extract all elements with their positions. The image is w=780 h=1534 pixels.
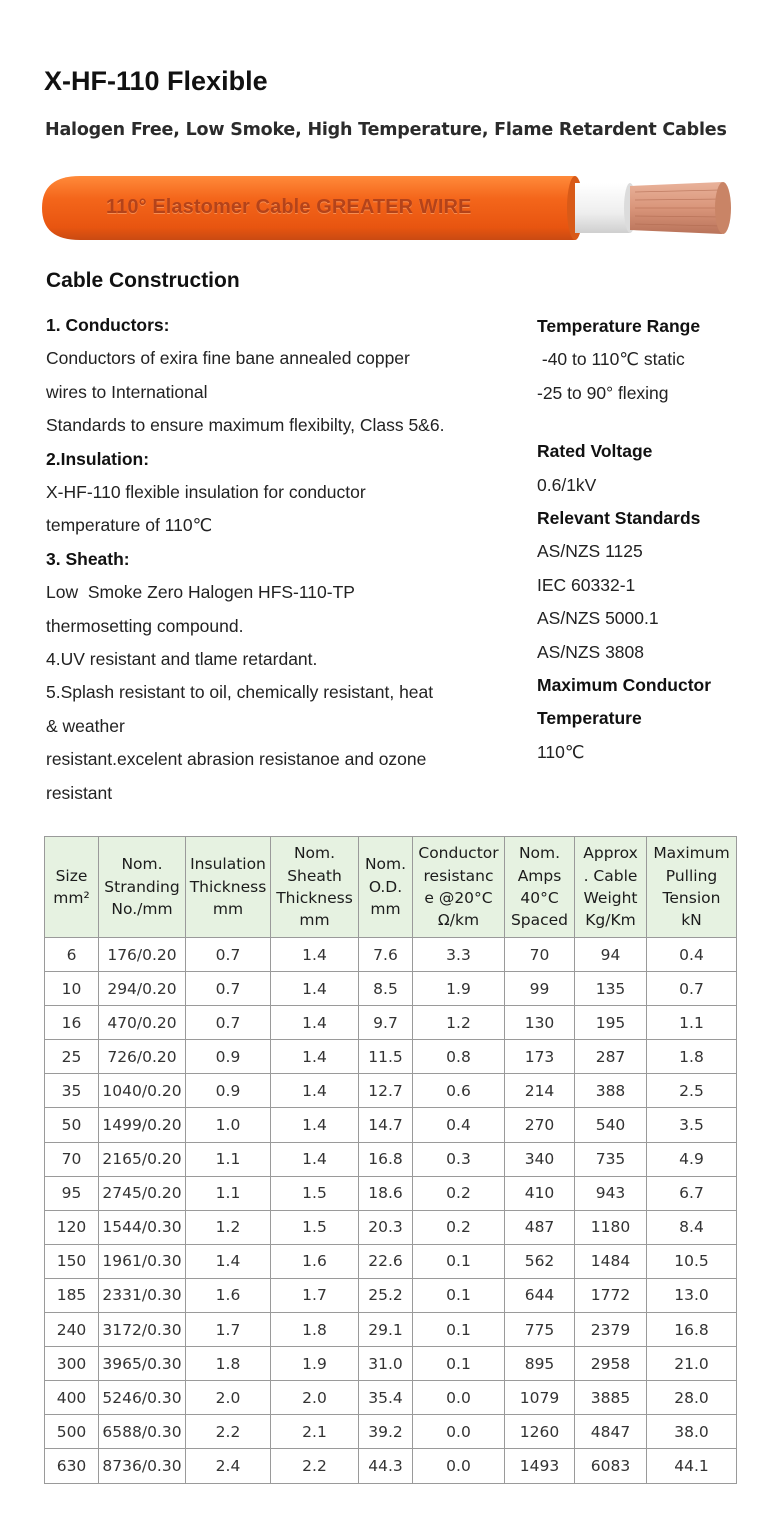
temperature-range-label: Temperature Range (537, 316, 701, 336)
table-cell: 0.0 (413, 1381, 505, 1415)
table-cell: 0.9 (186, 1040, 271, 1074)
table-cell: 16.8 (359, 1142, 413, 1176)
table-cell: 4847 (575, 1415, 647, 1449)
table-cell: 1.1 (647, 1006, 737, 1040)
table-cell: 1.4 (271, 972, 359, 1006)
column-header-line: Thickness (276, 889, 353, 907)
table-cell: 7.6 (359, 938, 413, 972)
standard-item: AS/NZS 5000.1 (537, 608, 659, 629)
table-cell: 0.4 (647, 938, 737, 972)
column-header (45, 837, 99, 938)
table-row (45, 1040, 737, 1074)
table-cell: 8736/0.30 (99, 1449, 186, 1483)
table-cell: 94 (575, 938, 647, 972)
table-cell: 1.2 (413, 1006, 505, 1040)
table-cell: 35.4 (359, 1381, 413, 1415)
temperature-static-value: -40 to 110℃ static (537, 349, 685, 370)
table-cell: 25.2 (359, 1278, 413, 1312)
table-cell: 287 (575, 1040, 647, 1074)
table-row (45, 1074, 737, 1108)
column-header (359, 837, 413, 938)
table-cell: 0.3 (413, 1142, 505, 1176)
column-header (271, 837, 359, 938)
column-header-line: mm (212, 900, 244, 919)
table-cell: 2.0 (186, 1381, 271, 1415)
table-cell: 1961/0.30 (99, 1244, 186, 1278)
table-cell: 775 (505, 1313, 575, 1347)
text-line: temperature of 110℃ (46, 515, 213, 536)
copper-end-face (715, 182, 731, 234)
text-line: wires to International (46, 381, 208, 402)
table-cell: 1.4 (186, 1244, 271, 1278)
column-header (99, 837, 186, 938)
table-cell: 2.5 (647, 1074, 737, 1108)
table-row (45, 1449, 737, 1483)
table-cell: 1.0 (186, 1108, 271, 1142)
table-cell: 12.7 (359, 1074, 413, 1108)
column-header-line: Conductor (418, 844, 499, 863)
table-cell: 135 (575, 972, 647, 1006)
table-cell: 2331/0.30 (99, 1278, 186, 1312)
column-header-line: No./mm (111, 900, 173, 919)
table-cell: 3172/0.30 (99, 1313, 186, 1347)
table-row (45, 1244, 737, 1278)
temperature-flexing-value: -25 to 90° flexing (537, 382, 669, 403)
table-cell: 6.7 (647, 1176, 737, 1210)
column-header-line: Nom. (518, 844, 561, 863)
table-cell: 644 (505, 1278, 575, 1312)
text-line: Low Smoke Zero Halogen HFS-110-TP (46, 582, 355, 603)
table-cell: 10.5 (647, 1244, 737, 1278)
table-cell: 6588/0.30 (99, 1415, 186, 1449)
standard-item: IEC 60332-1 (537, 574, 636, 595)
table-cell: 1499/0.20 (99, 1108, 186, 1142)
table-cell: 1040/0.20 (99, 1074, 186, 1108)
column-header-line: mm (370, 900, 401, 919)
column-header-line: Nom. (293, 844, 336, 863)
table-cell: 2.0 (271, 1381, 359, 1415)
column-header-line: Nom. (121, 855, 163, 874)
table-row (45, 1176, 737, 1210)
text-line: resistant (46, 782, 113, 803)
relevant-standards-label: Relevant Standards (537, 508, 701, 529)
product-subtitle: Halogen Free, Low Smoke, High Temperature, Flame Retardent Cables (45, 120, 727, 140)
table-cell: 1.4 (271, 1142, 359, 1176)
table-cell: 29.1 (359, 1313, 413, 1347)
column-header-line: Tension (662, 889, 721, 907)
table-cell: 22.6 (359, 1244, 413, 1278)
table-cell: 0.2 (413, 1210, 505, 1244)
rated-voltage-label: Rated Voltage (537, 441, 653, 462)
table-cell: 214 (505, 1074, 575, 1108)
table-cell: 39.2 (359, 1415, 413, 1449)
column-header-line: Nom. (364, 855, 407, 874)
table-row (45, 1381, 737, 1415)
table-cell: 1.5 (271, 1210, 359, 1244)
table-cell: 1.4 (271, 1040, 359, 1074)
table-row (45, 1108, 737, 1142)
table-cell: 44.1 (647, 1449, 737, 1483)
table-cell: 1.7 (271, 1278, 359, 1312)
column-header (413, 837, 505, 938)
table-cell: 1.1 (186, 1142, 271, 1176)
heading-conductors: 1. Conductors: (46, 315, 170, 335)
text-line: 5.Splash resistant to oil, chemically resistant, heat (46, 682, 434, 703)
table-cell: 1772 (575, 1278, 647, 1312)
table-cell: 1.1 (186, 1176, 271, 1210)
table-cell: 70 (45, 1142, 99, 1176)
table-cell: 130 (505, 1006, 575, 1040)
table-cell: 410 (505, 1176, 575, 1210)
table-row (45, 1278, 737, 1312)
table-cell: 150 (45, 1244, 99, 1278)
table-cell: 8.5 (359, 972, 413, 1006)
column-header-line: Spaced (510, 911, 569, 930)
table-cell: 2.2 (271, 1449, 359, 1483)
table-cell: 6083 (575, 1449, 647, 1483)
column-header-line: kN (681, 911, 702, 930)
table-row (45, 1142, 737, 1176)
table-cell: 0.6 (413, 1074, 505, 1108)
column-header (186, 837, 271, 938)
table-cell: 25 (45, 1040, 99, 1074)
table-cell: 2.4 (186, 1449, 271, 1483)
column-header-line: Insulation (190, 855, 266, 874)
table-cell: 0.7 (186, 1006, 271, 1040)
table-cell: 726/0.20 (99, 1040, 186, 1074)
table-cell: 70 (505, 938, 575, 972)
column-header-line: 40°C (520, 889, 559, 907)
max-conductor-temp-label-cont: Temperature (537, 708, 642, 729)
table-cell: 1484 (575, 1244, 647, 1278)
table-cell: 6 (45, 938, 99, 972)
table-row (45, 1313, 737, 1347)
table-row (45, 972, 737, 1006)
table-cell: 270 (505, 1108, 575, 1142)
table-row (45, 1210, 737, 1244)
table-cell: 5246/0.30 (99, 1381, 186, 1415)
table-row (45, 1006, 737, 1040)
spacer (537, 410, 772, 435)
max-conductor-temp-label: Maximum Conductor (537, 675, 712, 696)
construction-details (46, 309, 506, 810)
column-header (505, 837, 575, 938)
table-cell: 562 (505, 1244, 575, 1278)
text-line: & weather (46, 715, 125, 736)
table-cell: 500 (45, 1415, 99, 1449)
table-cell: 95 (45, 1176, 99, 1210)
column-header-line: Size (55, 866, 88, 885)
table-cell: 0.1 (413, 1244, 505, 1278)
column-header-line: Thickness (189, 877, 267, 896)
table-cell: 1.4 (271, 1006, 359, 1040)
column-header (647, 837, 737, 938)
section-heading-construction: Cable Construction (46, 269, 240, 292)
column-header-line: Sheath (287, 866, 342, 885)
product-title: X-HF-110 Flexible (44, 66, 268, 96)
table-cell: 0.1 (413, 1313, 505, 1347)
cable-spec-table (44, 836, 737, 1484)
table-cell: 1.7 (186, 1313, 271, 1347)
table-cell: 2.2 (186, 1415, 271, 1449)
column-header-line: resistanc (423, 866, 494, 885)
table-cell: 4.9 (647, 1142, 737, 1176)
table-cell: 14.7 (359, 1108, 413, 1142)
table-cell: 3.3 (413, 938, 505, 972)
table-cell: 1.8 (647, 1040, 737, 1074)
table-cell: 735 (575, 1142, 647, 1176)
table-cell: 470/0.20 (99, 1006, 186, 1040)
table-cell: 1.6 (186, 1278, 271, 1312)
table-cell: 176/0.20 (99, 938, 186, 972)
text-line: X-HF-110 flexible insulation for conductor (46, 482, 366, 503)
table-header-row (45, 837, 737, 938)
table-cell: 1180 (575, 1210, 647, 1244)
table-cell: 0.7 (647, 972, 737, 1006)
table-cell: 1260 (505, 1415, 575, 1449)
table-cell: 185 (45, 1278, 99, 1312)
column-header-line: O.D. (368, 877, 403, 896)
text-line: thermosetting compound. (46, 615, 244, 636)
table-body (45, 938, 737, 1484)
table-cell: 1.4 (271, 1074, 359, 1108)
table-cell: 400 (45, 1381, 99, 1415)
table-cell: 340 (505, 1142, 575, 1176)
table-cell: 0.0 (413, 1449, 505, 1483)
table-cell: 540 (575, 1108, 647, 1142)
table-cell: 0.8 (413, 1040, 505, 1074)
table-cell: 3.5 (647, 1108, 737, 1142)
table-cell: 1.6 (271, 1244, 359, 1278)
text-line: resistant.excelent abrasion resistanoe and ozone (46, 749, 427, 770)
table-cell: 1079 (505, 1381, 575, 1415)
table-cell: 3965/0.30 (99, 1347, 186, 1381)
table-cell: 2745/0.20 (99, 1176, 186, 1210)
table-cell: 388 (575, 1074, 647, 1108)
table-cell: 1.8 (271, 1313, 359, 1347)
table-cell: 8.4 (647, 1210, 737, 1244)
table-cell: 0.1 (413, 1278, 505, 1312)
column-header-line: Ω/km (437, 911, 480, 930)
cable-illustration (40, 170, 740, 246)
table-cell: 10 (45, 972, 99, 1006)
column-header-line: Weight (583, 889, 638, 907)
table-cell: 1.8 (186, 1347, 271, 1381)
table-cell: 1493 (505, 1449, 575, 1483)
table-cell: 3885 (575, 1381, 647, 1415)
text-line: Conductors of exira fine bane annealed copper (46, 348, 410, 369)
table-cell: 20.3 (359, 1210, 413, 1244)
table-cell: 294/0.20 (99, 972, 186, 1006)
standard-item: AS/NZS 3808 (537, 641, 644, 662)
text-line: 4.UV resistant and tlame retardant. (46, 649, 318, 670)
table-cell: 120 (45, 1210, 99, 1244)
table-cell: 21.0 (647, 1347, 737, 1381)
table-row (45, 1347, 737, 1381)
table-cell: 16 (45, 1006, 99, 1040)
table-cell: 0.7 (186, 938, 271, 972)
table-cell: 2165/0.20 (99, 1142, 186, 1176)
column-header-line: Amps (517, 866, 562, 885)
table-cell: 1.9 (413, 972, 505, 1006)
table-cell: 1.4 (271, 938, 359, 972)
table-cell: 173 (505, 1040, 575, 1074)
table-cell: 28.0 (647, 1381, 737, 1415)
text-line: Standards to ensure maximum flexibilty, Class 5&6. (46, 415, 445, 436)
table-cell: 9.7 (359, 1006, 413, 1040)
column-header-line: Approx (583, 844, 638, 863)
table-cell: 1544/0.30 (99, 1210, 186, 1244)
column-header-line: Pulling (665, 866, 718, 885)
table-cell: 630 (45, 1449, 99, 1483)
table-cell: 18.6 (359, 1176, 413, 1210)
column-header-line: mm² (53, 889, 90, 907)
table-cell: 1.4 (271, 1108, 359, 1142)
table-cell: 38.0 (647, 1415, 737, 1449)
table-cell: 35 (45, 1074, 99, 1108)
table-cell: 0.4 (413, 1108, 505, 1142)
standard-item: AS/NZS 1125 (537, 541, 643, 562)
column-header-line: e @20°C (424, 889, 493, 907)
table-cell: 16.8 (647, 1313, 737, 1347)
heading-insulation: 2.Insulation: (46, 448, 150, 469)
table-cell: 13.0 (647, 1278, 737, 1312)
table-cell: 50 (45, 1108, 99, 1142)
table-cell: 0.9 (186, 1074, 271, 1108)
table-cell: 99 (505, 972, 575, 1006)
table-header (45, 837, 737, 938)
table-cell: 0.1 (413, 1347, 505, 1381)
column-header-line: Maximum (653, 844, 730, 863)
insulation-shape (575, 183, 630, 233)
rated-voltage-value: 0.6/1kV (537, 474, 597, 495)
table-cell: 943 (575, 1176, 647, 1210)
table-cell: 895 (505, 1347, 575, 1381)
table-cell: 11.5 (359, 1040, 413, 1074)
table-cell: 0.0 (413, 1415, 505, 1449)
column-header-line: Stranding (104, 877, 180, 896)
table-row (45, 1415, 737, 1449)
table-cell: 0.2 (413, 1176, 505, 1210)
table-cell: 1.2 (186, 1210, 271, 1244)
table-cell: 44.3 (359, 1449, 413, 1483)
max-conductor-temp-value: 110℃ (537, 741, 585, 762)
table-cell: 487 (505, 1210, 575, 1244)
table-cell: 240 (45, 1313, 99, 1347)
table-cell: 2958 (575, 1347, 647, 1381)
column-header-line: . Cable (583, 866, 638, 885)
table-cell: 195 (575, 1006, 647, 1040)
table-cell: 2379 (575, 1313, 647, 1347)
column-header (575, 837, 647, 938)
table-row (45, 938, 737, 972)
cable-print-text: 110° Elastomer Cable GREATER WIRE (106, 196, 472, 218)
table-cell: 1.5 (271, 1176, 359, 1210)
heading-sheath: 3. Sheath: (46, 548, 130, 569)
table-cell: 0.7 (186, 972, 271, 1006)
column-header-line: Kg/Km (585, 911, 636, 930)
table-cell: 1.9 (271, 1347, 359, 1381)
table-cell: 2.1 (271, 1415, 359, 1449)
table-cell: 31.0 (359, 1347, 413, 1381)
column-header-line: mm (299, 911, 330, 930)
specification-summary (537, 310, 772, 769)
table-cell: 300 (45, 1347, 99, 1381)
